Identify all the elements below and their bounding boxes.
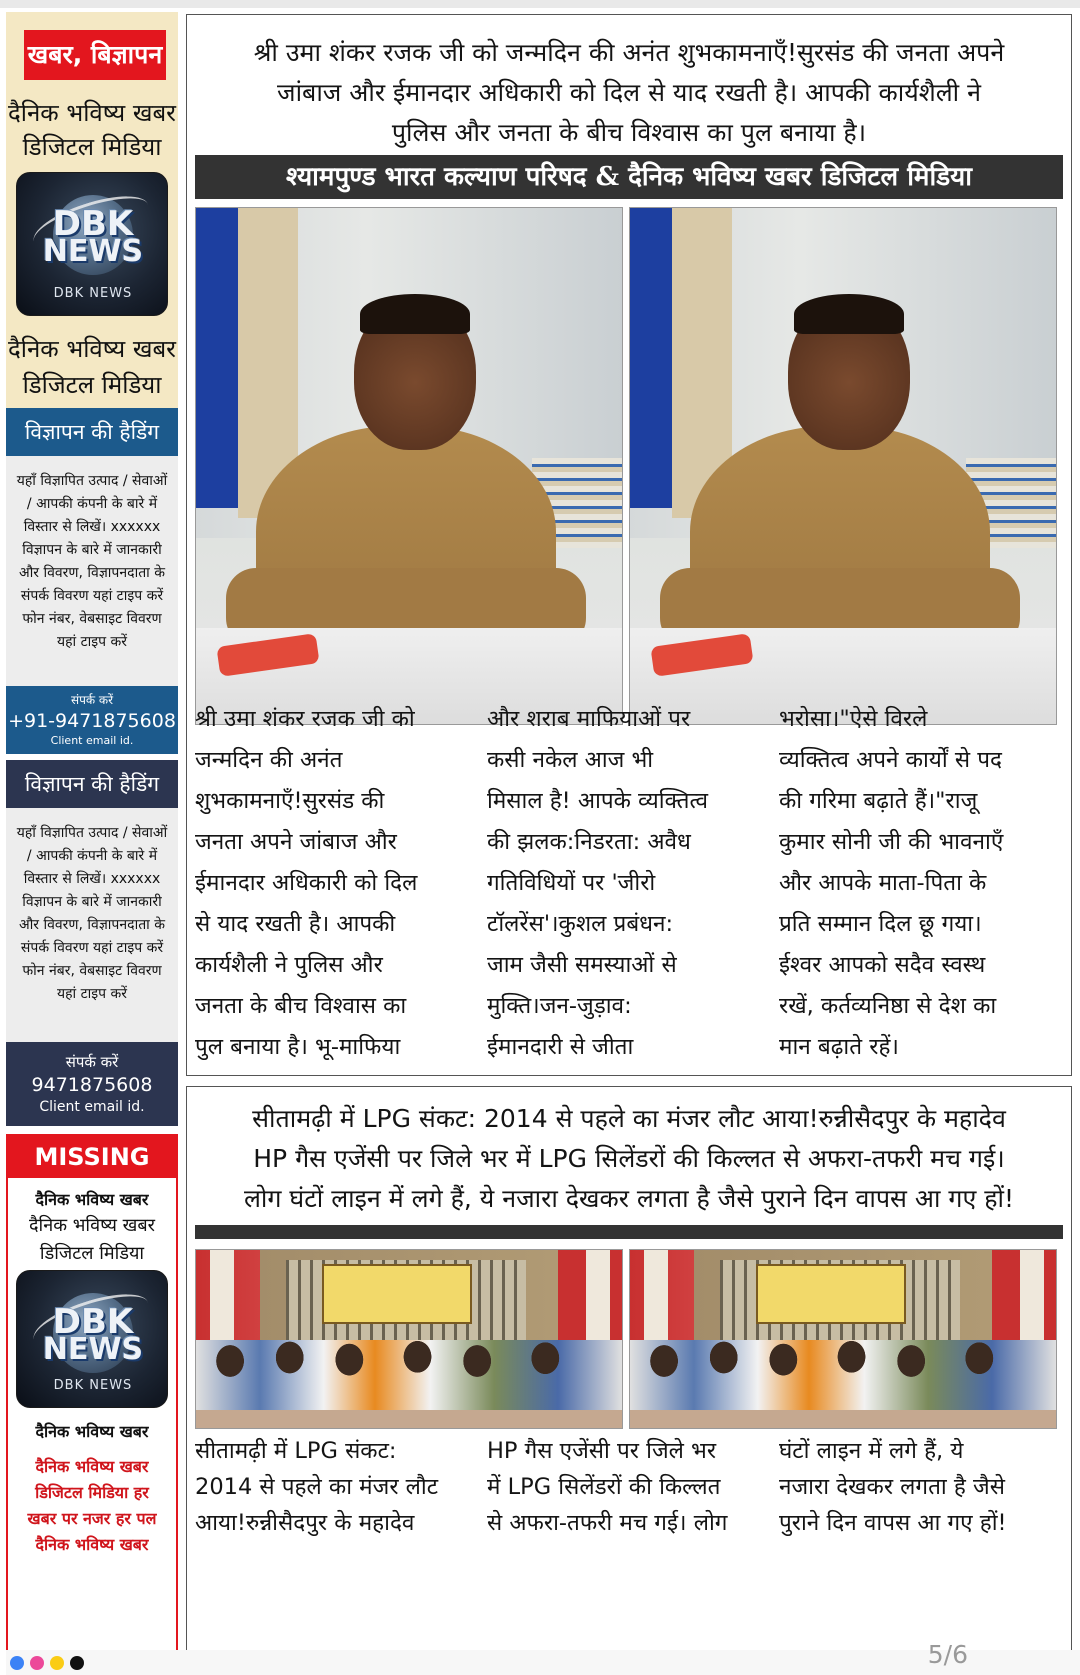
text-line: कार्यशैली ने पुलिस और bbox=[195, 952, 383, 978]
top-divider bbox=[0, 0, 1080, 8]
logo-caption: DBK NEWS bbox=[53, 1378, 133, 1393]
text-line: आया!रुन्नीसैदपुर के महादेव bbox=[195, 1510, 415, 1536]
story1-column-3 bbox=[779, 699, 1063, 1068]
story2-column-3 bbox=[779, 1433, 1063, 1541]
story2-column-1 bbox=[195, 1433, 479, 1541]
missing-line-2: दैनिक भविष्य खबर bbox=[29, 1215, 155, 1236]
contact-phone[interactable]: +91-9471875608 bbox=[8, 710, 176, 732]
logo-text-dbk: DBK bbox=[52, 204, 134, 244]
story2-column-2 bbox=[487, 1433, 771, 1541]
text-line: टॉलरेंस'।कुशल प्रबंधन: bbox=[487, 911, 674, 937]
text-line: जाम जैसी समस्याओं से bbox=[487, 952, 677, 978]
text-line: पुल बनाया है। भू-माफिया bbox=[195, 1034, 401, 1060]
text-line: HP गैस एजेंसी पर जिले भर bbox=[487, 1438, 717, 1464]
story2-headline-line-2: HP गैस एजेंसी पर जिले भर में LPG सिलेंडरों की किल्लत से अफरा-तफरी मच गई। bbox=[253, 1144, 1005, 1173]
contact-label: संपर्क करें bbox=[65, 1053, 119, 1071]
text-line: प्रति सम्मान दिल छू गया। bbox=[779, 911, 982, 937]
text-line: 2014 से पहले का मंजर लौट bbox=[195, 1474, 439, 1500]
contact-label: संपर्क करें bbox=[70, 693, 114, 707]
text-line: जन्मदिन की अनंत bbox=[195, 747, 343, 773]
text-line: ईमानदार अधिकारी को दिल bbox=[195, 870, 418, 896]
brand-subtitle: डिजिटल मिडिया bbox=[22, 133, 162, 161]
protest-photo-right[interactable] bbox=[629, 1249, 1057, 1429]
missing-line-1: दैनिक भविष्य खबर bbox=[35, 1190, 149, 1209]
text-line: ईमानदारी से जीता bbox=[487, 1034, 634, 1060]
missing-red-3: खबर पर नजर हर पल bbox=[27, 1509, 157, 1528]
logo-text-news: NEWS bbox=[42, 234, 144, 269]
text-line: की गरिमा बढ़ाते हैं।"राजू bbox=[779, 788, 978, 814]
story2-divider-bar bbox=[195, 1225, 1063, 1239]
story1-column-1 bbox=[195, 699, 479, 1068]
missing-panel bbox=[6, 1134, 178, 1662]
text-line: रखें, कर्तव्यनिष्ठा से देश का bbox=[779, 993, 997, 1019]
sidebar bbox=[6, 12, 178, 1662]
logo-caption: DBK NEWS bbox=[53, 286, 133, 301]
text-line: पुराने दिन वापस आ गए हों! bbox=[779, 1510, 1007, 1536]
text-line: मिसाल है! आपके व्यक्तित्व bbox=[487, 788, 708, 814]
text-line: और आपके माता-पिता के bbox=[779, 870, 987, 896]
text-line: जनता अपने जांबाज और bbox=[195, 829, 397, 855]
officer-photo-left[interactable] bbox=[195, 207, 623, 725]
contact-email[interactable]: Client email id. bbox=[50, 734, 134, 747]
ad-contact-1 bbox=[6, 686, 178, 754]
dbk-news-logo bbox=[16, 172, 168, 316]
story2-headline-line-1: सीतामढ़ी में LPG संकट: 2014 से पहले का मंजर लौट आया!रुन्नीसैदपुर के महादेव bbox=[252, 1104, 1006, 1133]
story2-headline-line-3: लोग घंटों लाइन में लगे हैं, ये नजारा देखकर लगता है जैसे पुराने दिन वापस आ गए हों! bbox=[243, 1184, 1015, 1213]
ad-heading-1: विज्ञापन की हैडिंग bbox=[6, 408, 178, 456]
story-card-lpg bbox=[186, 1086, 1072, 1666]
story1-headline-line-3: पुलिस और जनता के बीच विश्वास का पुल बनाया है। bbox=[391, 118, 867, 147]
dot-icon[interactable] bbox=[30, 1656, 44, 1670]
story1-headline-line-2: जांबाज और ईमानदार अधिकारी को दिल से याद रखती है। आपकी कार्यशैली ने bbox=[277, 78, 981, 107]
text-line: और शराब माफियाओं पर bbox=[487, 706, 691, 732]
ad-body-1: यहाँ विज्ञापित उत्पाद / सेवाओं / आपकी कंपनी के बारे में विस्तार से लिखें। xxxxxx विज्ञापन के बारे में जानकारी और विवरण, विज्ञापनदाता के संपर्क विवरण यहां टाइप करें फोन नंबर, वेबसाइट विवरण यहां टाइप करें bbox=[6, 456, 178, 686]
story1-headline-line-1: श्री उमा शंकर रजक जी को जन्मदिन की अनंत शुभकामनाएँ!सुरसंड की जनता अपने bbox=[253, 38, 1005, 67]
dot-icon[interactable] bbox=[10, 1656, 24, 1670]
missing-red-4: दैनिक भविष्य खबर bbox=[35, 1535, 149, 1554]
text-line: में LPG सिलेंडरों की किल्लत bbox=[487, 1474, 721, 1500]
text-line: से याद रखती है। आपकी bbox=[195, 911, 396, 937]
text-line: शुभकामनाएँ!सुरसंड की bbox=[195, 788, 385, 814]
brand-name: दैनिक भविष्य खबर bbox=[8, 99, 176, 127]
protest-photo-left[interactable] bbox=[195, 1249, 623, 1429]
sidebar-brand-panel bbox=[6, 12, 178, 432]
missing-title: MISSING bbox=[8, 1136, 176, 1178]
publisher-banner: श्यामपुण्ड भारत कल्याण परिषद & दैनिक भविष्य खबर डिजिटल मिडिया bbox=[195, 155, 1063, 199]
text-line: मान बढ़ाते रहें। bbox=[779, 1034, 899, 1060]
text-line: जनता के बीच विश्वास का bbox=[195, 993, 407, 1019]
page-dots bbox=[6, 1650, 1080, 1675]
text-line: मुक्ति।जन-जुड़ाव: bbox=[487, 993, 632, 1019]
contact-phone[interactable]: 9471875608 bbox=[31, 1074, 153, 1096]
text-line: कुमार सोनी जी की भावनाएँ bbox=[779, 829, 1004, 855]
story1-column-2 bbox=[487, 699, 771, 1068]
missing-red-1: दैनिक भविष्य खबर bbox=[35, 1457, 149, 1476]
logo-text-news: NEWS bbox=[42, 1332, 144, 1367]
missing-line-3: डिजिटल मिडिया bbox=[39, 1243, 145, 1264]
ad-body-2: यहाँ विज्ञापित उत्पाद / सेवाओं / आपकी कंपनी के बारे में विस्तार से लिखें। xxxxxx विज्ञापन के बारे में जानकारी और विवरण, विज्ञापनदाता के संपर्क विवरण यहां टाइप करें फोन नंबर, वेबसाइट विवरण यहां टाइप करें bbox=[6, 808, 178, 1042]
page-indicator: 5/6 bbox=[927, 1640, 968, 1669]
news-ad-tag: खबर, बिज्ञापन bbox=[24, 30, 166, 80]
text-line: व्यक्तित्व अपने कार्यों से पद bbox=[779, 747, 1002, 773]
text-line: नजारा देखकर लगता है जैसे bbox=[779, 1474, 1005, 1500]
text-line: गतिविधियों पर 'जीरो bbox=[487, 870, 656, 896]
text-line: घंटों लाइन में लगे हैं, ये bbox=[779, 1438, 964, 1464]
missing-line-4: दैनिक भविष्य खबर bbox=[35, 1422, 149, 1441]
missing-red-2: डिजिटल मिडिया हर bbox=[35, 1483, 149, 1502]
text-line: ईश्वर आपको सदैव स्वस्थ bbox=[779, 952, 986, 978]
text-line: से अफरा-तफरी मच गई। लोग bbox=[487, 1510, 728, 1536]
text-line: कसी नकेल आज भी bbox=[487, 747, 654, 773]
text-line: श्री उमा शंकर रजक जी को bbox=[195, 706, 415, 732]
logo-text-dbk: DBK bbox=[52, 1302, 134, 1342]
dot-icon[interactable] bbox=[70, 1656, 84, 1670]
ad-heading-2: विज्ञापन की हैडिंग bbox=[6, 760, 178, 808]
contact-email[interactable]: Client email id. bbox=[39, 1099, 145, 1115]
officer-photo-right[interactable] bbox=[629, 207, 1057, 725]
text-line: की झलक:निडरता: अवैध bbox=[487, 829, 691, 855]
text-line: भरोसा।"ऐसे विरले bbox=[779, 706, 928, 732]
dot-icon[interactable] bbox=[50, 1656, 64, 1670]
text-line: सीतामढ़ी में LPG संकट: bbox=[195, 1438, 397, 1464]
ad-contact-2 bbox=[6, 1042, 178, 1126]
brand-subtitle-2: डिजिटल मिडिया bbox=[22, 371, 162, 399]
dbk-news-logo-2 bbox=[16, 1270, 168, 1408]
story-card-birthday bbox=[186, 14, 1072, 1076]
brand-name-2: दैनिक भविष्य खबर bbox=[8, 335, 176, 363]
